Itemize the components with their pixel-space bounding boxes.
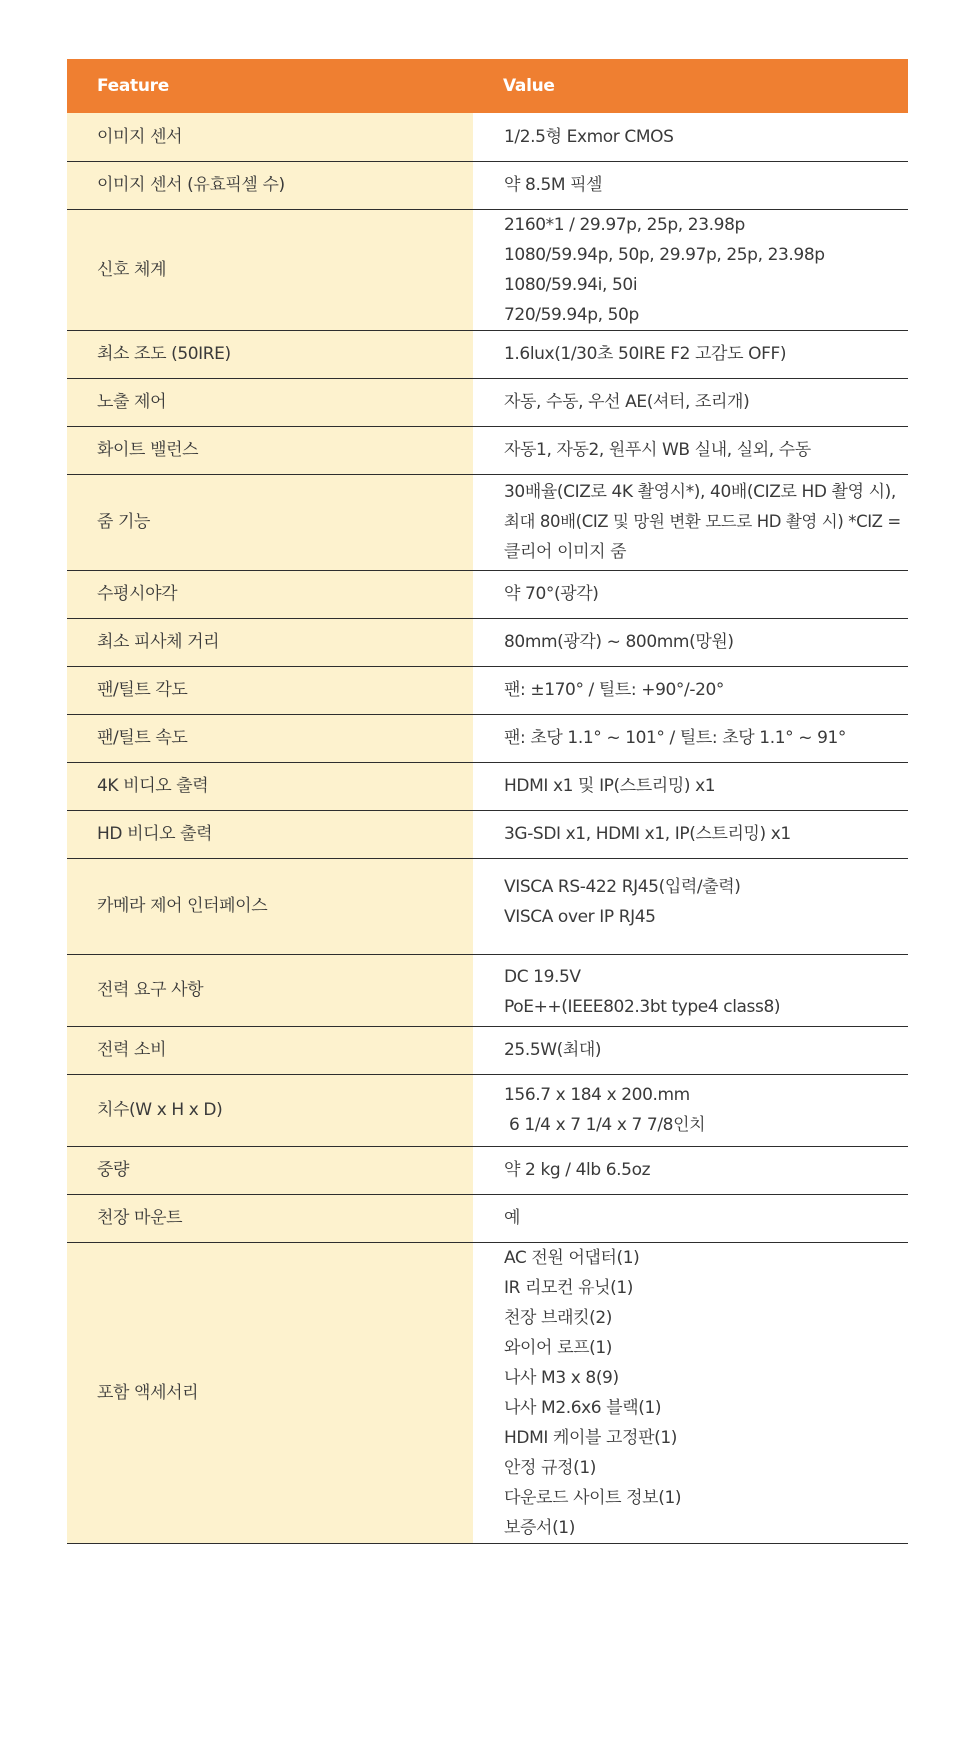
value-lines — [504, 723, 906, 753]
value-line: 1080/59.94p, 50p, 29.97p, 25p, 23.98p — [504, 244, 825, 265]
value-line: 80mm(광각) ~ 800mm(망원) — [504, 632, 734, 652]
value-line: 1080/59.94i, 50i — [504, 274, 638, 295]
value-line: IR 리모컨 유닛(1) — [504, 1277, 634, 1298]
value-lines — [504, 579, 906, 609]
table-row — [67, 1146, 908, 1194]
value-lines — [504, 435, 906, 465]
value-line: 클리어 이미지 줌 — [504, 542, 627, 562]
table-row — [67, 209, 908, 330]
value-cell — [473, 858, 908, 954]
table-row — [67, 378, 908, 426]
value-lines — [504, 962, 906, 1022]
value-cell — [473, 1242, 908, 1543]
value-cell — [473, 1146, 908, 1194]
table-row — [67, 113, 908, 161]
value-lines — [504, 210, 906, 330]
table-row — [67, 1074, 908, 1146]
table-row — [67, 426, 908, 474]
value-cell — [473, 474, 908, 570]
value-lines — [504, 872, 906, 932]
header-row — [67, 59, 908, 113]
feature-cell: 카메라 제어 인터페이스 — [67, 858, 473, 954]
table-row — [67, 161, 908, 209]
value-line: 다운로드 사이트 정보(1) — [504, 1487, 682, 1508]
value-line: 25.5W(최대) — [504, 1040, 602, 1060]
value-lines — [504, 1035, 906, 1065]
table-row — [67, 618, 908, 666]
feature-cell: 줌 기능 — [67, 474, 473, 570]
value-cell — [473, 954, 908, 1026]
value-line: PoE++(IEEE802.3bt type4 class8) — [504, 997, 781, 1017]
table-body — [67, 113, 908, 1543]
feature-cell: 최소 피사체 거리 — [67, 618, 473, 666]
value-lines — [504, 771, 906, 801]
feature-cell: HD 비디오 출력 — [67, 810, 473, 858]
value-cell — [473, 1026, 908, 1074]
value-line: 예 — [504, 1208, 521, 1228]
value-line: AC 전원 어댑터(1) — [504, 1247, 640, 1268]
value-line: HDMI 케이블 고정판(1) — [504, 1427, 677, 1448]
value-line: 2160*1 / 29.97p, 25p, 23.98p — [504, 214, 745, 235]
value-line: 보증서(1) — [504, 1517, 575, 1538]
value-line: 1/2.5형 Exmor CMOS — [504, 126, 674, 147]
value-line: 3G-SDI x1, HDMI x1, IP(스트리밍) x1 — [504, 824, 791, 844]
value-cell — [473, 330, 908, 378]
table-row — [67, 1026, 908, 1074]
table-row — [67, 858, 908, 954]
feature-cell: 이미지 센서 (유효픽셀 수) — [67, 161, 473, 209]
value-cell — [473, 810, 908, 858]
value-lines — [504, 339, 906, 369]
value-line: 자동, 수동, 우선 AE(셔터, 조리개) — [504, 392, 750, 412]
value-lines — [504, 1203, 906, 1233]
feature-cell: 이미지 센서 — [67, 113, 473, 161]
value-lines — [504, 1243, 906, 1543]
value-line: 천장 브래킷(2) — [504, 1307, 612, 1328]
value-line: 약 70°(광각) — [504, 584, 599, 604]
table-header — [67, 59, 908, 113]
table-row — [67, 330, 908, 378]
table-row — [67, 1194, 908, 1242]
value-lines — [504, 122, 906, 152]
value-line: 30배율(CIZ로 4K 촬영시*), 40배(CIZ로 HD 촬영 시), — [504, 482, 896, 502]
feature-cell: 신호 체계 — [67, 209, 473, 330]
value-cell — [473, 426, 908, 474]
value-line: 최대 80배(CIZ 및 망원 변환 모드로 HD 촬영 시) *CIZ = — [504, 512, 901, 531]
value-cell — [473, 618, 908, 666]
table-row — [67, 954, 908, 1026]
value-lines — [504, 387, 906, 417]
value-line: VISCA RS-422 RJ45(입력/출력) — [504, 877, 741, 897]
value-cell — [473, 209, 908, 330]
header-value: Value — [473, 59, 908, 113]
feature-cell: 전력 요구 사항 — [67, 954, 473, 1026]
feature-cell: 화이트 밸런스 — [67, 426, 473, 474]
feature-cell: 팬/틸트 속도 — [67, 714, 473, 762]
value-line: 나사 M3 x 8(9) — [504, 1367, 619, 1388]
value-line: 6 1/4 x 7 1/4 x 7 7/8인치 — [504, 1115, 706, 1135]
feature-cell: 최소 조도 (50IRE) — [67, 330, 473, 378]
feature-cell: 중량 — [67, 1146, 473, 1194]
value-line: 156.7 x 184 x 200.mm — [504, 1085, 690, 1105]
value-lines — [504, 1080, 906, 1140]
value-lines — [504, 627, 906, 657]
feature-cell: 전력 소비 — [67, 1026, 473, 1074]
table-row — [67, 762, 908, 810]
value-cell — [473, 1194, 908, 1242]
value-lines — [504, 819, 906, 849]
feature-cell: 치수(W x H x D) — [67, 1074, 473, 1146]
value-line: 와이어 로프(1) — [504, 1337, 612, 1358]
table-row — [67, 570, 908, 618]
value-cell — [473, 714, 908, 762]
value-cell — [473, 1074, 908, 1146]
header-feature: Feature — [67, 59, 473, 113]
feature-cell: 4K 비디오 출력 — [67, 762, 473, 810]
value-line: 팬: 초당 1.1° ~ 101° / 틸트: 초당 1.1° ~ 91° — [504, 728, 847, 748]
table-row — [67, 714, 908, 762]
value-cell — [473, 570, 908, 618]
value-lines — [504, 170, 906, 200]
value-line: 팬: ±170° / 틸트: +90°/-20° — [504, 680, 725, 700]
value-line: 자동1, 자동2, 원푸시 WB 실내, 실외, 수동 — [504, 440, 811, 460]
value-line: 약 2 kg / 4lb 6.5oz — [504, 1160, 651, 1180]
value-lines — [504, 675, 906, 705]
feature-cell: 포함 액세서리 — [67, 1242, 473, 1543]
value-cell — [473, 113, 908, 161]
table-row — [67, 810, 908, 858]
value-line: 720/59.94p, 50p — [504, 304, 639, 325]
value-line: 나사 M2.6x6 블랙(1) — [504, 1397, 662, 1418]
value-line: HDMI x1 및 IP(스트리밍) x1 — [504, 776, 716, 796]
feature-cell: 천장 마운트 — [67, 1194, 473, 1242]
value-lines — [504, 477, 906, 567]
spec-table — [67, 59, 908, 1544]
value-cell — [473, 378, 908, 426]
feature-cell: 노출 제어 — [67, 378, 473, 426]
value-cell — [473, 762, 908, 810]
table-row — [67, 474, 908, 570]
feature-cell: 팬/틸트 각도 — [67, 666, 473, 714]
value-cell — [473, 666, 908, 714]
table-row — [67, 1242, 908, 1543]
value-line: 1.6lux(1/30초 50IRE F2 고감도 OFF) — [504, 344, 787, 364]
value-line: 약 8.5M 픽셀 — [504, 175, 603, 195]
feature-cell: 수평시야각 — [67, 570, 473, 618]
value-line: 안정 규정(1) — [504, 1457, 596, 1478]
table-row — [67, 666, 908, 714]
value-cell — [473, 161, 908, 209]
value-lines — [504, 1155, 906, 1185]
value-line: DC 19.5V — [504, 967, 581, 987]
value-line: VISCA over IP RJ45 — [504, 907, 656, 927]
